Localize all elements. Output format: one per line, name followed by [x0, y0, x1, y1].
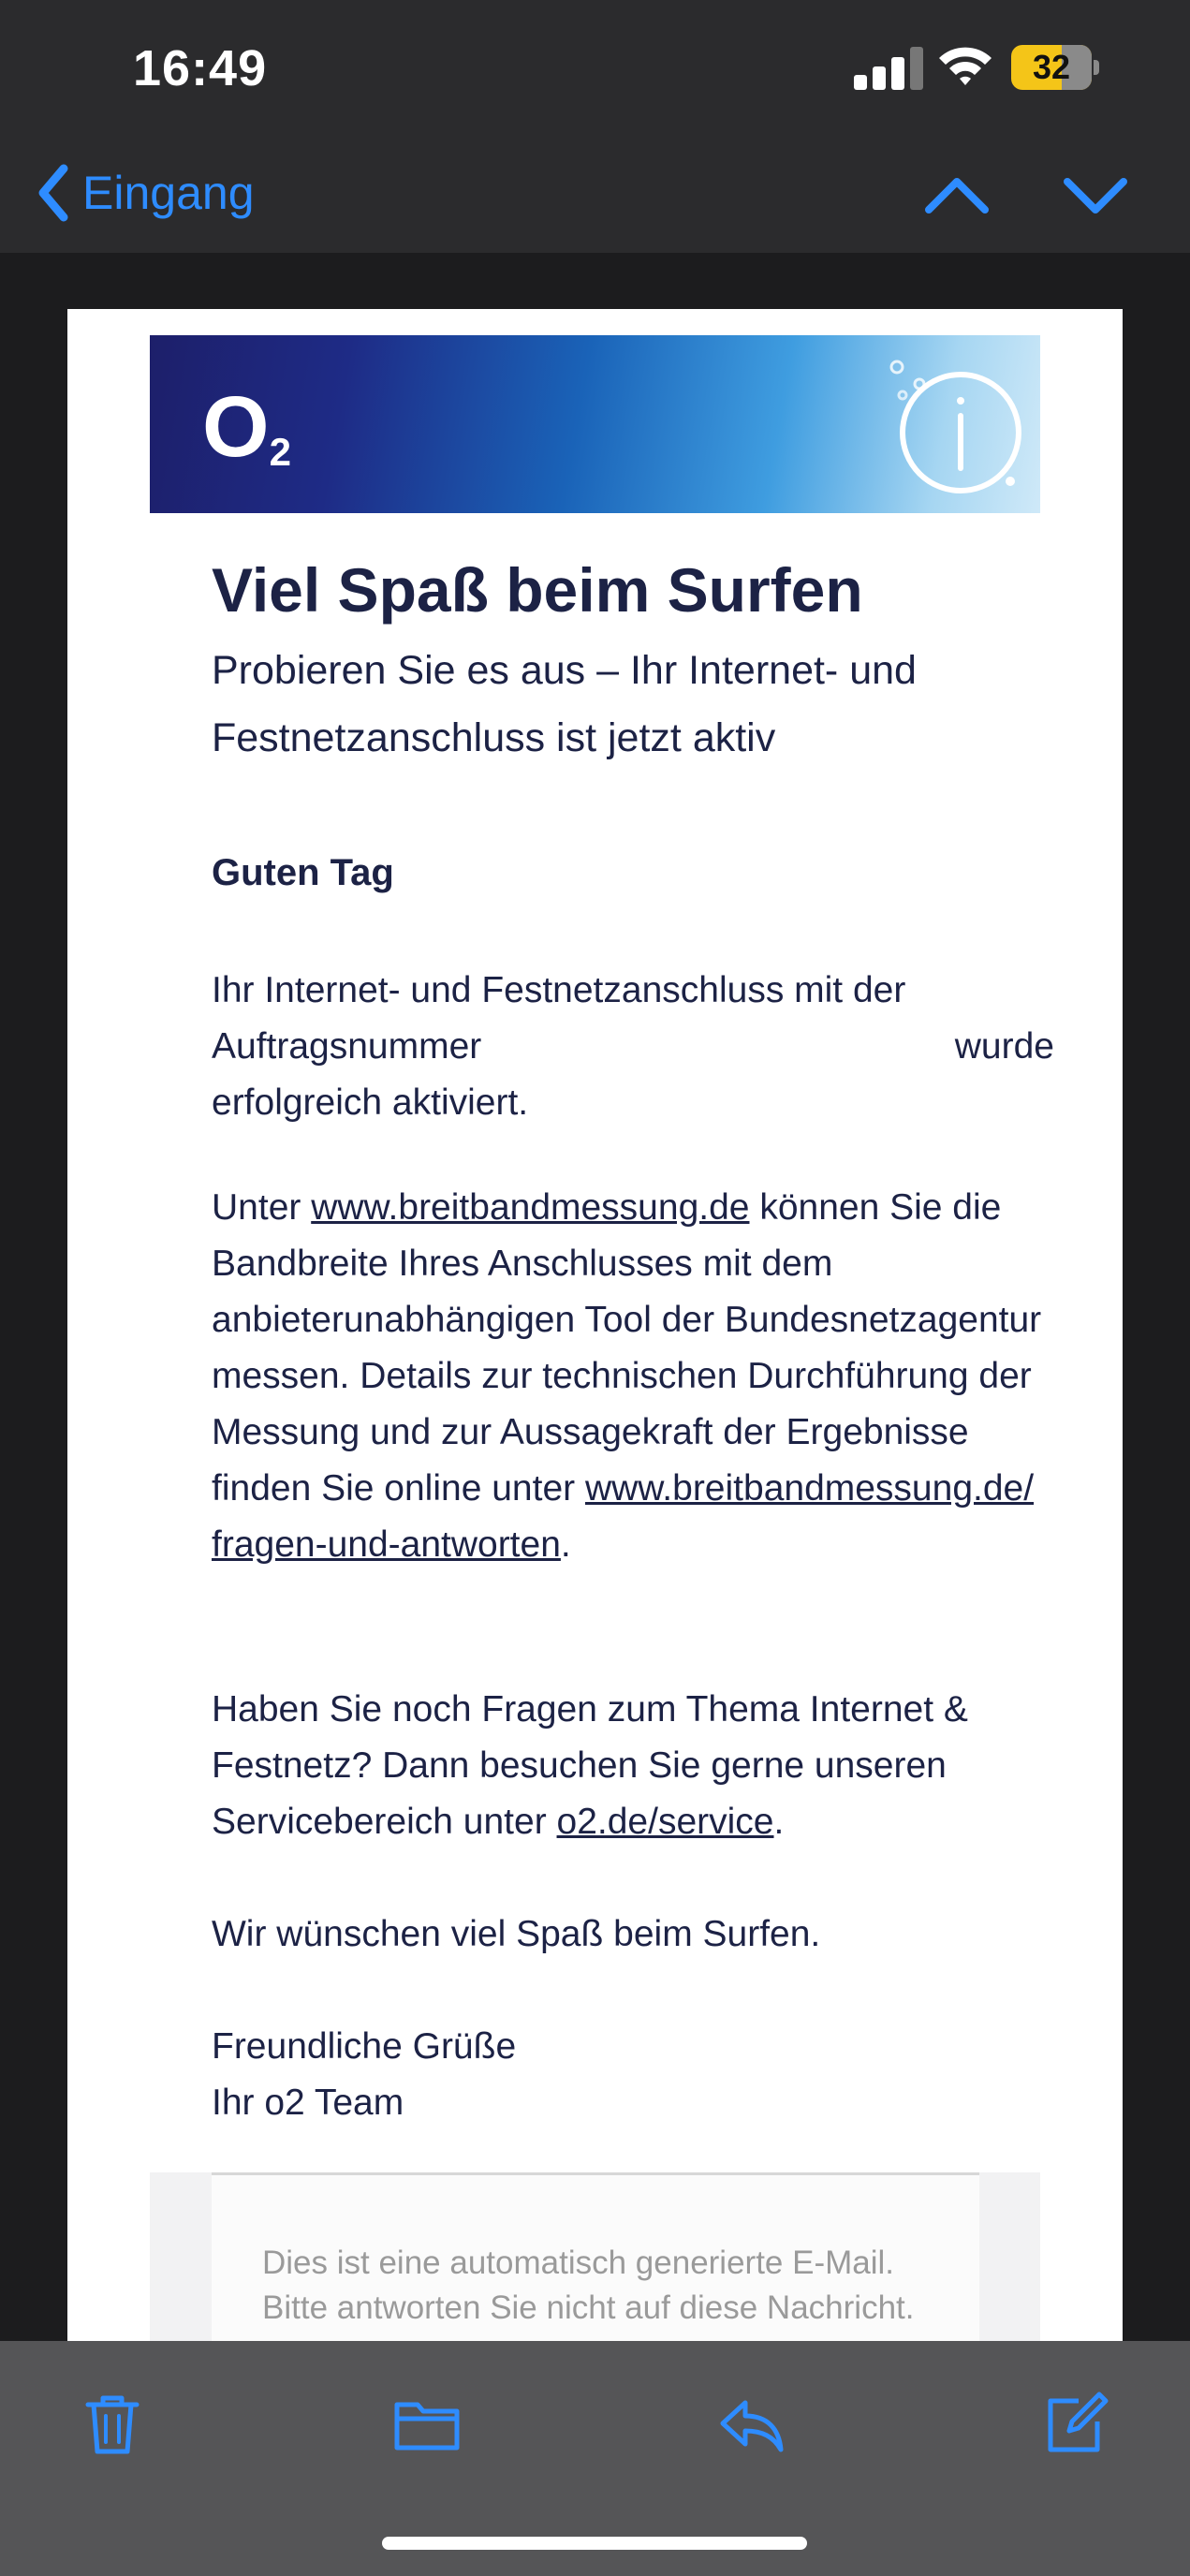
signature: Freundliche Grüße Ihr o2 Team: [212, 2026, 517, 2123]
footer-box: [150, 2172, 1040, 2350]
wifi-icon: [936, 41, 994, 90]
status-bar: [0, 0, 1190, 140]
back-to-inbox-button[interactable]: [34, 163, 255, 223]
compose-icon[interactable]: [1041, 2390, 1109, 2457]
reply-icon[interactable]: [717, 2390, 785, 2457]
email-headline: Viel Spaß beim Surfen: [212, 555, 863, 625]
breitbandmessung-link[interactable]: www.breitbandmessung.de: [311, 1187, 750, 1228]
previous-message-button[interactable]: [923, 167, 991, 223]
activation-paragraph: Ihr Internet- und Festnetzanschluss mit der Auftragsnummer wurde erfolgreich aktiviert.: [212, 970, 1054, 1123]
cellular-signal-icon: [854, 47, 927, 90]
clock: 16:49: [133, 40, 268, 96]
redacted-order-number: [522, 1019, 915, 1056]
email-body: [67, 309, 1123, 2350]
greeting: Guten Tag: [212, 852, 394, 893]
folder-icon[interactable]: [393, 2390, 461, 2457]
bandwidth-paragraph: Unter www.breitbandmessung.de können Sie die Bandbreite Ihres Anschlusses mit dem anbieterunabhängigen Tool der Bundesnetzagentur messen. Details zur technischen Durchführung der Messung und zur Aussagekraft der Ergebnisse finden Sie online unter www.breitbandmessung.de/ fragen-und-antworten.: [212, 1187, 1042, 1565]
o2-logo: $O_2$: [202, 379, 291, 475]
email-subheadline: Probieren Sie es aus – Ihr Internet- und Festnetzanschluss ist jetzt aktiv: [212, 648, 917, 760]
battery-icon: [1011, 45, 1101, 90]
home-indicator[interactable]: [382, 2537, 807, 2550]
next-message-button[interactable]: [1062, 167, 1129, 223]
battery-level: 32: [1032, 48, 1071, 86]
trash-icon[interactable]: [79, 2390, 146, 2457]
auto-generated-notice: Dies ist eine automatisch generierte E-Mail. Bitte antworten Sie nicht auf diese Nachricht.: [262, 2245, 915, 2326]
wish-paragraph: Wir wünschen viel Spaß beim Surfen.: [212, 1914, 821, 1954]
faq-link[interactable]: www.breitbandmessung.de/ fragen-und-antworten: [212, 1468, 1035, 1565]
info-icon: [884, 358, 1024, 498]
service-link[interactable]: o2.de/service: [556, 1802, 774, 1842]
o2-banner: [150, 335, 1040, 513]
top-bar: [0, 0, 1190, 253]
service-paragraph: Haben Sie noch Fragen zum Thema Internet & Festnetz? Dann besuchen Sie gerne unseren Servicebereich unter o2.de/service.: [212, 1689, 968, 1842]
mail-nav-bar: [0, 140, 1190, 253]
chevron-left-icon: [34, 163, 71, 223]
back-label: Eingang: [82, 167, 255, 219]
